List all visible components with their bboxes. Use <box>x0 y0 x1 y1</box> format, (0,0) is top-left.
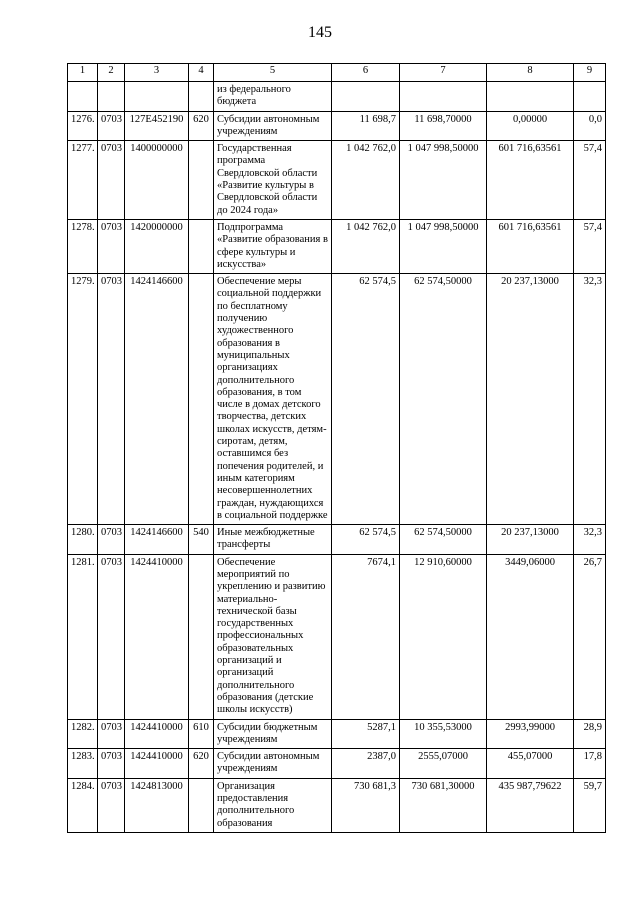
target-code: 1424410000 <box>125 554 189 719</box>
section-code: 0703 <box>98 111 125 141</box>
expense-type: 540 <box>189 525 214 555</box>
section-code: 0703 <box>98 749 125 779</box>
section-code: 0703 <box>98 778 125 832</box>
target-code <box>125 82 189 112</box>
target-code: 1424410000 <box>125 749 189 779</box>
expense-type: 620 <box>189 111 214 141</box>
planned-amount: 730 681,3 <box>332 778 400 832</box>
approved-amount: 2555,07000 <box>400 749 487 779</box>
execution-percent: 59,7 <box>574 778 606 832</box>
column-header: 3 <box>125 64 189 82</box>
execution-percent: 32,3 <box>574 274 606 525</box>
planned-amount: 62 574,5 <box>332 525 400 555</box>
expense-type <box>189 554 214 719</box>
column-header: 8 <box>487 64 574 82</box>
column-header: 5 <box>214 64 332 82</box>
table-row <box>68 219 606 273</box>
target-code: 1424146600 <box>125 274 189 525</box>
approved-amount: 11 698,70000 <box>400 111 487 141</box>
executed-amount: 455,07000 <box>487 749 574 779</box>
planned-amount: 62 574,5 <box>332 274 400 525</box>
item-name: Государственная программа Свердловской области «Развитие культуры в Свердловской области до 2024 года» <box>214 141 332 220</box>
expense-type <box>189 82 214 112</box>
expense-type <box>189 274 214 525</box>
row-number: 1279. <box>68 274 98 525</box>
item-name: Субсидии бюджетным учреждениям <box>214 719 332 749</box>
execution-percent: 26,7 <box>574 554 606 719</box>
column-header: 2 <box>98 64 125 82</box>
item-name: Обеспечение мероприятий по укреплению и развитию материально-технической базы государственных профессиональных образовательных организаций и организаций дополнительного образования (детские школы искусств) <box>214 554 332 719</box>
section-code: 0703 <box>98 525 125 555</box>
executed-amount: 20 237,13000 <box>487 274 574 525</box>
column-header: 7 <box>400 64 487 82</box>
section-code: 0703 <box>98 141 125 220</box>
row-number: 1277. <box>68 141 98 220</box>
table-row <box>68 554 606 719</box>
execution-percent: 0,0 <box>574 111 606 141</box>
row-number: 1278. <box>68 219 98 273</box>
row-number: 1284. <box>68 778 98 832</box>
executed-amount: 435 987,79622 <box>487 778 574 832</box>
page-number: 145 <box>308 24 332 41</box>
expense-type: 620 <box>189 749 214 779</box>
item-name: Подпрограмма «Развитие образования в сфере культуры и искусства» <box>214 219 332 273</box>
expense-type: 610 <box>189 719 214 749</box>
column-header: 6 <box>332 64 400 82</box>
execution-percent: 57,4 <box>574 141 606 220</box>
column-header: 4 <box>189 64 214 82</box>
executed-amount <box>487 82 574 112</box>
row-number: 1281. <box>68 554 98 719</box>
section-code <box>98 82 125 112</box>
executed-amount: 601 716,63561 <box>487 219 574 273</box>
row-number <box>68 82 98 112</box>
executed-amount: 0,00000 <box>487 111 574 141</box>
execution-percent <box>574 82 606 112</box>
executed-amount: 601 716,63561 <box>487 141 574 220</box>
target-code: 1424410000 <box>125 719 189 749</box>
execution-percent: 57,4 <box>574 219 606 273</box>
target-code: 1424146600 <box>125 525 189 555</box>
executed-amount: 2993,99000 <box>487 719 574 749</box>
execution-percent: 17,8 <box>574 749 606 779</box>
section-code: 0703 <box>98 719 125 749</box>
approved-amount: 1 047 998,50000 <box>400 141 487 220</box>
approved-amount: 62 574,50000 <box>400 274 487 525</box>
section-code: 0703 <box>98 219 125 273</box>
target-code: 1424813000 <box>125 778 189 832</box>
target-code: 1400000000 <box>125 141 189 220</box>
planned-amount: 7674,1 <box>332 554 400 719</box>
executed-amount: 20 237,13000 <box>487 525 574 555</box>
approved-amount: 1 047 998,50000 <box>400 219 487 273</box>
planned-amount: 11 698,7 <box>332 111 400 141</box>
approved-amount: 10 355,53000 <box>400 719 487 749</box>
expense-type <box>189 219 214 273</box>
table-row <box>68 141 606 220</box>
table-row <box>68 274 606 525</box>
table-row <box>68 525 606 555</box>
row-number: 1282. <box>68 719 98 749</box>
planned-amount <box>332 82 400 112</box>
row-number: 1276. <box>68 111 98 141</box>
expense-type <box>189 778 214 832</box>
header-row <box>68 64 606 82</box>
table-row <box>68 82 606 112</box>
item-name: Обеспечение меры социальной поддержки по бесплатному получению художественного образования в муниципальных организациях дополнительного образования, в том числе в домах детского творчества, детских школах искусств, детям-сиротам, детям, оставшимся без попечения родителей, и иным категориям несовершеннолетних граждан, нуждающихся в социальной поддержке <box>214 274 332 525</box>
item-name: Иные межбюджетные трансферты <box>214 525 332 555</box>
table-row <box>68 719 606 749</box>
section-code: 0703 <box>98 554 125 719</box>
section-code: 0703 <box>98 274 125 525</box>
planned-amount: 5287,1 <box>332 719 400 749</box>
approved-amount: 12 910,60000 <box>400 554 487 719</box>
target-code: 1420000000 <box>125 219 189 273</box>
planned-amount: 1 042 762,0 <box>332 141 400 220</box>
expense-type <box>189 141 214 220</box>
column-header: 9 <box>574 64 606 82</box>
execution-percent: 28,9 <box>574 719 606 749</box>
table-row <box>68 749 606 779</box>
approved-amount: 730 681,30000 <box>400 778 487 832</box>
row-number: 1283. <box>68 749 98 779</box>
item-name: Субсидии автономным учреждениям <box>214 749 332 779</box>
table-row <box>68 111 606 141</box>
column-header: 1 <box>68 64 98 82</box>
executed-amount: 3449,06000 <box>487 554 574 719</box>
table-row <box>68 778 606 832</box>
budget-table <box>67 63 606 833</box>
planned-amount: 2387,0 <box>332 749 400 779</box>
row-number: 1280. <box>68 525 98 555</box>
planned-amount: 1 042 762,0 <box>332 219 400 273</box>
target-code: 127E452190 <box>125 111 189 141</box>
item-name: из федерального бюджета <box>214 82 332 112</box>
item-name: Субсидии автономным учреждениям <box>214 111 332 141</box>
approved-amount: 62 574,50000 <box>400 525 487 555</box>
execution-percent: 32,3 <box>574 525 606 555</box>
approved-amount <box>400 82 487 112</box>
item-name: Организация предоставления дополнительного образования <box>214 778 332 832</box>
